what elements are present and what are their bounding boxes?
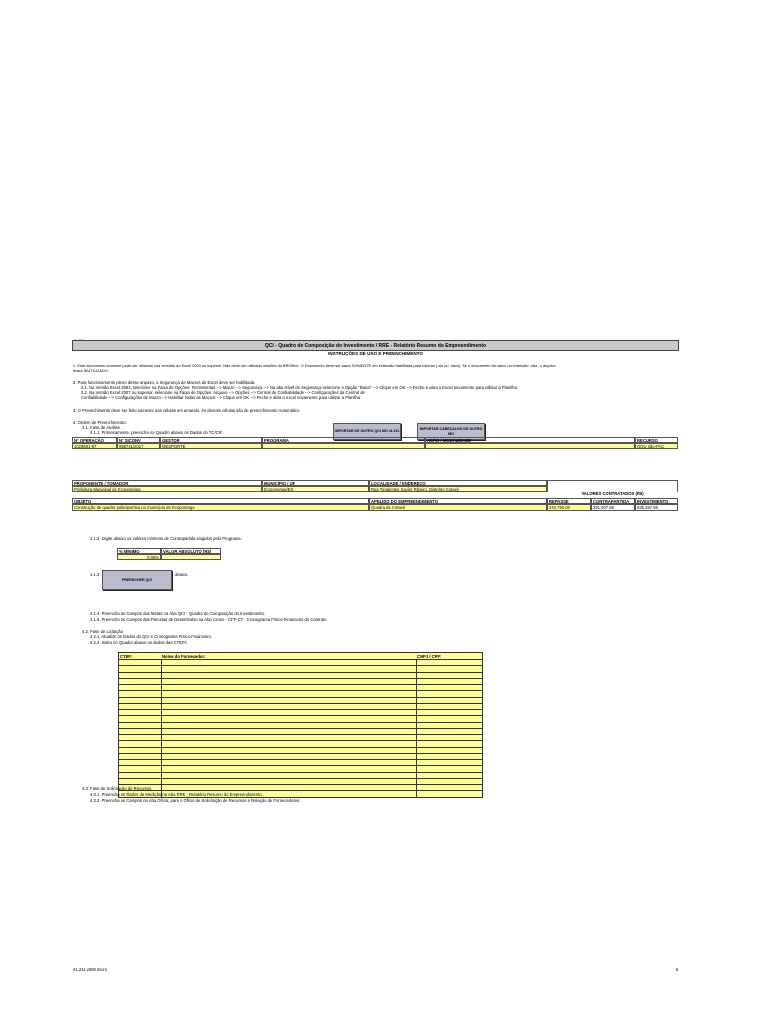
contrapartida-label: CONTRAPARTIDA xyxy=(591,498,635,504)
instructions-heading: INSTRUÇÕES DE USO E PREENCHIMENTO xyxy=(328,351,423,356)
investimento-label: INVESTIMENTO xyxy=(635,498,678,504)
fornecedor-cell[interactable] xyxy=(161,716,417,721)
ctef-cell[interactable] xyxy=(119,704,162,709)
siconv-label: Nº SICONV xyxy=(117,437,160,443)
fornecedor-cell[interactable] xyxy=(161,723,417,728)
fornecedor-cell[interactable] xyxy=(161,673,417,678)
objeto-field[interactable]: Construção de quadra poliesportiva no município de Ecoporanga xyxy=(72,504,369,511)
acao-field[interactable] xyxy=(425,443,635,449)
fornecedor-cell[interactable] xyxy=(161,691,417,696)
instruction-4 xyxy=(73,420,223,435)
fill-qci-button[interactable]: PREENCHER QCI xyxy=(102,570,172,590)
apelido-field[interactable]: Quadra de Cotaxé xyxy=(369,504,547,511)
contrapartida-value: 291,507.96 xyxy=(591,504,635,511)
municipio-label: MUNICÍPIO / UF xyxy=(262,480,369,486)
ctef-table xyxy=(118,652,483,798)
valor-absoluto-label: VALOR ABSOLUTO (R$) xyxy=(161,548,221,554)
instruction-1-text: 1. Este documento somente pode ser utilizado nas versões do Excel 2003 ou superior. Não deve ser utilizado versões do BROffice. O Documento deve ser salvo SOMENTE em extensão habilitada para macros (.xls ou .xlsm). Se o documento for salvo na extensão .xlsx, o arquivo xyxy=(73,363,556,368)
instruction-4-2-1: 4.2.1. Atualize os Dados do QCI e Cronograma Físico-Financeiro. xyxy=(90,634,212,639)
localidade-label: LOCALIDADE / ENDEREÇO xyxy=(369,480,547,486)
instruction-4-1-1: 4.1.1. Primeiramente, preencha no Quadro abaixo os Dados do TC/CR: xyxy=(90,430,223,436)
ctef-cell[interactable] xyxy=(119,766,162,771)
ctef-cell[interactable] xyxy=(119,760,162,765)
instruction-1-text-cont: ficará INUTILIZADO. xyxy=(73,367,109,373)
programa-label: PROGRAMA xyxy=(262,437,425,443)
document-title: QCI - Quadro de Composição do Investimento / RRE - Relatório Resumo do Empreendimento xyxy=(264,343,487,349)
repasse-label: REPASSE xyxy=(547,498,591,504)
fornecedor-cell[interactable] xyxy=(161,766,417,771)
valores-label: VALORES CONTRATADOS (R$) xyxy=(581,491,644,496)
fornecedor-cell[interactable] xyxy=(161,679,417,684)
operacao-field[interactable]: 1028681-67 xyxy=(72,443,117,449)
fornecedor-cell[interactable] xyxy=(161,729,417,734)
ctef-cell[interactable] xyxy=(119,691,162,696)
ctef-cell[interactable] xyxy=(119,679,162,684)
fornecedor-column-header: Nome do Fornecedor: xyxy=(162,653,206,659)
page-number: 6 xyxy=(676,967,679,972)
fornecedor-cell[interactable] xyxy=(161,710,417,715)
programa-field[interactable] xyxy=(262,443,425,449)
ctef-cell[interactable] xyxy=(119,716,162,721)
fornecedor-cell[interactable] xyxy=(161,685,417,690)
instruction-4-2: 4.2. Fase de Licitação xyxy=(82,629,123,634)
instruction-4-1-3-cont: abaixo. xyxy=(175,572,189,577)
gestor-field[interactable]: MESPORTE xyxy=(160,443,262,449)
instruction-3: 3. O Preenchimento deve ser feito somente nas células em amarelo. As demais células são de preenchimento Automático xyxy=(73,408,300,413)
instruction-2-text: 2. Para funcionamento pleno desse arquivo, a Segurança de Macros do Excel deve ser habilitada: xyxy=(73,380,256,385)
instruction-4-1-2: 4.1.2. Digite abaixo os valores mínimos de Contrapartida exigidos pelo Programa. xyxy=(90,536,242,541)
fornecedor-cell[interactable] xyxy=(161,779,417,784)
instruction-4-3-1: 4.3.1. Preencha os Dados da Medição na Aba RRE - Relatório Resumo do Empreendimento. xyxy=(90,792,263,797)
apelido-label: APELIDO DO EMPREENDIMENTO xyxy=(369,498,547,504)
import-qci-button[interactable]: IMPORTAR DE OUTRO QCI MO 41.211 xyxy=(333,423,401,440)
instruction-4-1: 4.1. Fase de Análise xyxy=(82,425,120,431)
instruction-4-1-4: 4.1.4. Preencha os Campos das Metas na Aba QCI - Quadro de Composição do Investimento. xyxy=(90,611,266,616)
municipio-field[interactable]: Ecoporanga/ES xyxy=(262,486,369,492)
fornecedor-cell[interactable] xyxy=(161,741,417,746)
repasse-field[interactable]: 243,750.00 xyxy=(547,504,591,511)
fornecedor-cell[interactable] xyxy=(161,773,417,778)
instruction-2 xyxy=(73,380,518,400)
recurso-field[interactable]: OGU não-PAC xyxy=(635,443,678,449)
pct-minimo-field[interactable]: 0.06% xyxy=(117,554,161,560)
instruction-1 xyxy=(73,364,678,373)
ctef-table-header xyxy=(118,652,483,660)
ctef-cell[interactable] xyxy=(119,729,162,734)
instruction-4-3-2: 4.3.2. Preencha os Campos na Aba Ofício, para o Ofício de Solicitação de Recursos e Relação de Fornecedores. xyxy=(90,798,301,803)
instruction-2-2: 2.2. Na Versão Excel 2007 ou superior, selecione na Faixa de Opções: Arquivo --> Opções --> Central de Confiabilidade --> Configurações da Central de xyxy=(81,390,365,396)
objeto-label: OBJETO xyxy=(72,498,369,504)
ctef-table-body xyxy=(118,660,483,798)
fornecedor-cell[interactable] xyxy=(161,760,417,765)
ctef-cell[interactable] xyxy=(119,748,162,753)
ctef-cell[interactable] xyxy=(119,660,162,665)
recurso-label: RECURSO xyxy=(635,437,678,443)
localidade-field[interactable]: Rua Tiradentes Xavier Ribeiro, Distrinto Cotaxé xyxy=(369,486,547,492)
fornecedor-cell[interactable] xyxy=(161,704,417,709)
ctef-column-header: CTEF: xyxy=(120,653,133,659)
ctef-cell[interactable] xyxy=(119,754,162,759)
instruction-4-3: 4.3. Fase de Solicitação de Recursos xyxy=(82,786,152,791)
instruction-4-1-5: 4.1.5. Preencha os Campos das Parcelas de Desembolso na Aba Crono - CFF-CT - Cronograma Físico-Financeiro do Contrato. xyxy=(90,617,328,622)
cnpj-column-header: CNPJ / CPF: xyxy=(417,653,442,659)
operacao-label: Nº OPERAÇÃO xyxy=(72,437,117,443)
acao-label: AÇÃO / MODALIDADE xyxy=(425,437,635,443)
fornecedor-cell[interactable] xyxy=(161,785,417,790)
gestor-label: GESTOR xyxy=(160,437,262,443)
ctef-cell[interactable] xyxy=(119,741,162,746)
instruction-4-1-3: 4.1.3. xyxy=(90,572,101,577)
ctef-cell[interactable] xyxy=(119,710,162,715)
ctef-cell[interactable] xyxy=(119,666,162,671)
ctef-cell[interactable] xyxy=(119,673,162,678)
footer-left: 41.211 v009 micro xyxy=(73,967,108,972)
proponente-field[interactable]: Prefeitura Municipal de Ecoporanga xyxy=(72,486,262,492)
fornecedor-cell[interactable] xyxy=(161,735,417,740)
ctef-cell[interactable] xyxy=(119,723,162,728)
instruction-2-2-cont: Confiabilidade --> Configurações de Macro --> Habilitar todas as Macros --> Clique em OK --> Feche e abra o excel novamente para utilizar a Planilha xyxy=(81,395,361,401)
instruction-4-text: 4. Ordem de Preenchimento: xyxy=(73,420,127,425)
ctef-cell[interactable] xyxy=(119,685,162,690)
instruction-4-2-2: 4.2.2. Insira no Quadro abaixo os dados das CTEFs xyxy=(90,640,187,645)
instruction-2-1: 2.1. Na Versão Excel 2003, selecione na Faixa de Opções: Ferramentas --> Macro --> Segurança --> Na aba Nível de Segurança selecione a Opção "Baixo" --> Clique em OK --> Feche e abra o Excel novamente para utilizar a Planilha. xyxy=(81,385,518,391)
ctef-cell[interactable] xyxy=(119,735,162,740)
fornecedor-cell[interactable] xyxy=(161,748,417,753)
ctef-cell[interactable] xyxy=(119,773,162,778)
pct-minimo-label: % MÍNIMO xyxy=(117,548,161,554)
import-header-button[interactable]: IMPORTAR CABEÇALHO DE OUTRO MO xyxy=(417,423,485,440)
fornecedor-cell[interactable] xyxy=(161,666,417,671)
title-bar xyxy=(72,340,679,351)
fornecedor-cell[interactable] xyxy=(161,754,417,759)
fornecedor-cell[interactable] xyxy=(161,698,417,703)
fornecedor-cell[interactable] xyxy=(161,660,417,665)
ctef-cell[interactable] xyxy=(119,698,162,703)
ctef-cell[interactable] xyxy=(119,779,162,784)
investimento-value: 535,257.96 xyxy=(635,504,678,511)
proponente-label: PROPONENTE / TOMADOR xyxy=(72,480,262,486)
valor-absoluto-field[interactable] xyxy=(161,554,221,560)
siconv-field[interactable]: 858741/2017 xyxy=(117,443,160,449)
